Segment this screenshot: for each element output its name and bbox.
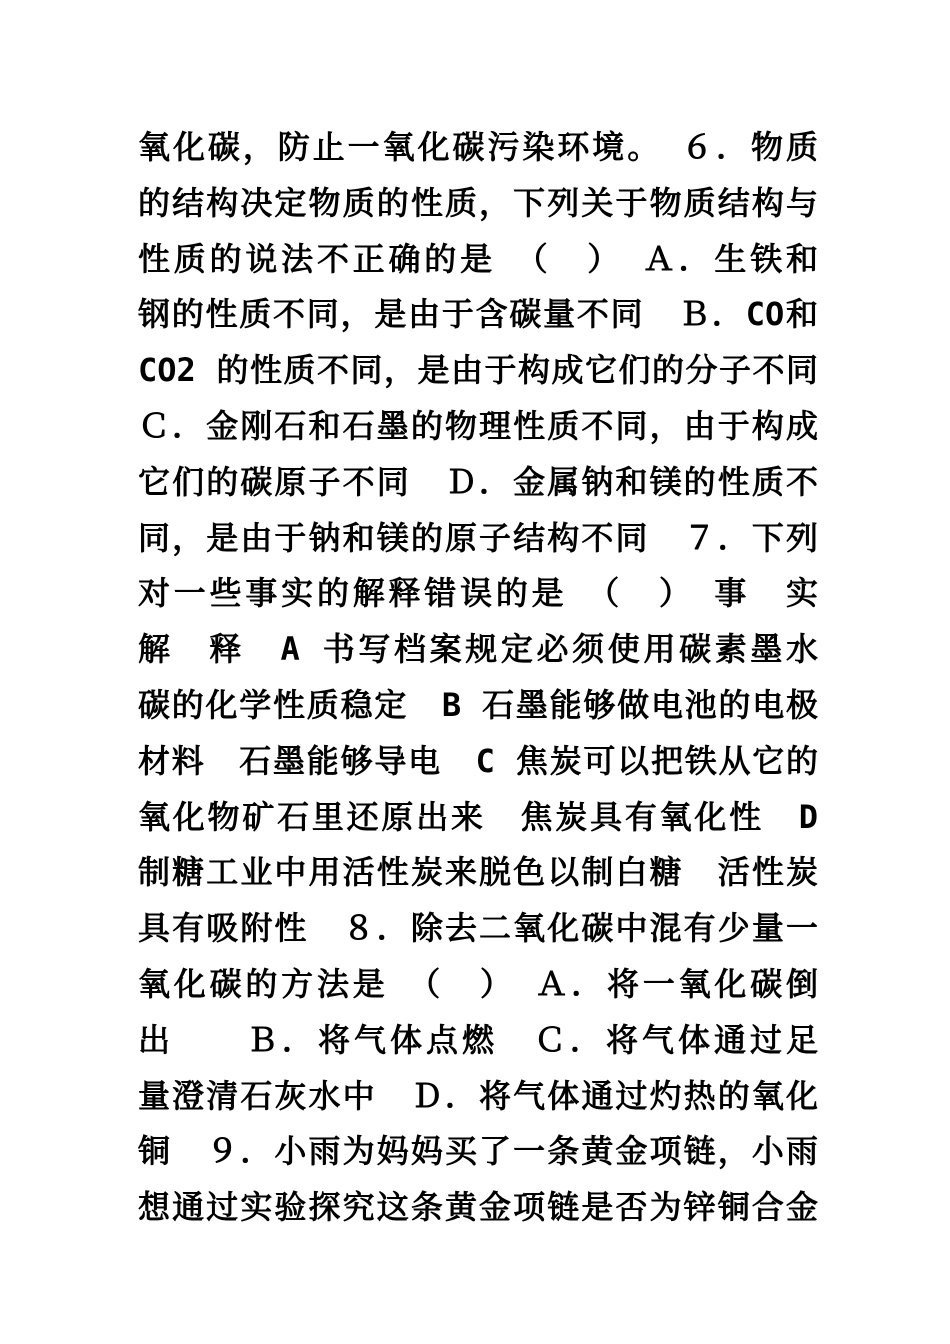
text-line: 出 Ｂ．将气体点燃 Ｃ．将气体通过足 — [138, 1020, 818, 1059]
text-line: 想通过实验探究这条黄金项链是否为锌铜合金 — [138, 1188, 818, 1227]
text-line: 材料 石墨能够导电 C 焦炭可以把铁从它的 — [138, 741, 818, 780]
text-line: 氧化物矿石里还原出来 焦炭具有氧化性 D — [138, 797, 818, 836]
text-line: 性质的说法不正确的是 （ ） Ａ．生铁和 — [138, 239, 818, 278]
text-line: 它们的碳原子不同 Ｄ．金属钠和镁的性质不 — [138, 462, 818, 501]
text-line: 制糖工业中用活性炭来脱色以制白糖 活性炭 — [138, 853, 818, 892]
text-line: 钢的性质不同，是由于含碳量不同 Ｂ．CO和 — [138, 295, 818, 334]
text-line: 同，是由于钠和镁的原子结构不同 ７．下列 — [138, 518, 818, 557]
text-line: 具有吸附性 ８．除去二氧化碳中混有少量一 — [138, 909, 818, 948]
text-line: CO2 的性质不同，是由于构成它们的分子不同 — [138, 351, 818, 390]
text-line: Ｃ．金刚石和石墨的物理性质不同，由于构成 — [138, 406, 818, 445]
text-line: 解 释 A 书写档案规定必须使用碳素墨水 — [138, 630, 818, 669]
text-line: 的结构决定物质的性质，下列关于物质结构与 — [138, 183, 818, 222]
text-line: 氧化碳的方法是 （ ） Ａ．将一氧化碳倒 — [138, 964, 818, 1003]
text-line: 对一些事实的解释错误的是 （ ） 事 实 — [138, 574, 818, 613]
text-line: 碳的化学性质稳定 B 石墨能够做电池的电极 — [138, 685, 818, 724]
text-line: 氧化碳，防止一氧化碳污染环境。 ６．物质 — [138, 128, 818, 166]
document-text — [138, 120, 818, 1236]
text-line: 铜 ９．小雨为妈妈买了一条黄金项链，小雨 — [138, 1132, 818, 1171]
text-line: 量澄清石灰水中 Ｄ．将气体通过灼热的氧化 — [138, 1076, 818, 1115]
